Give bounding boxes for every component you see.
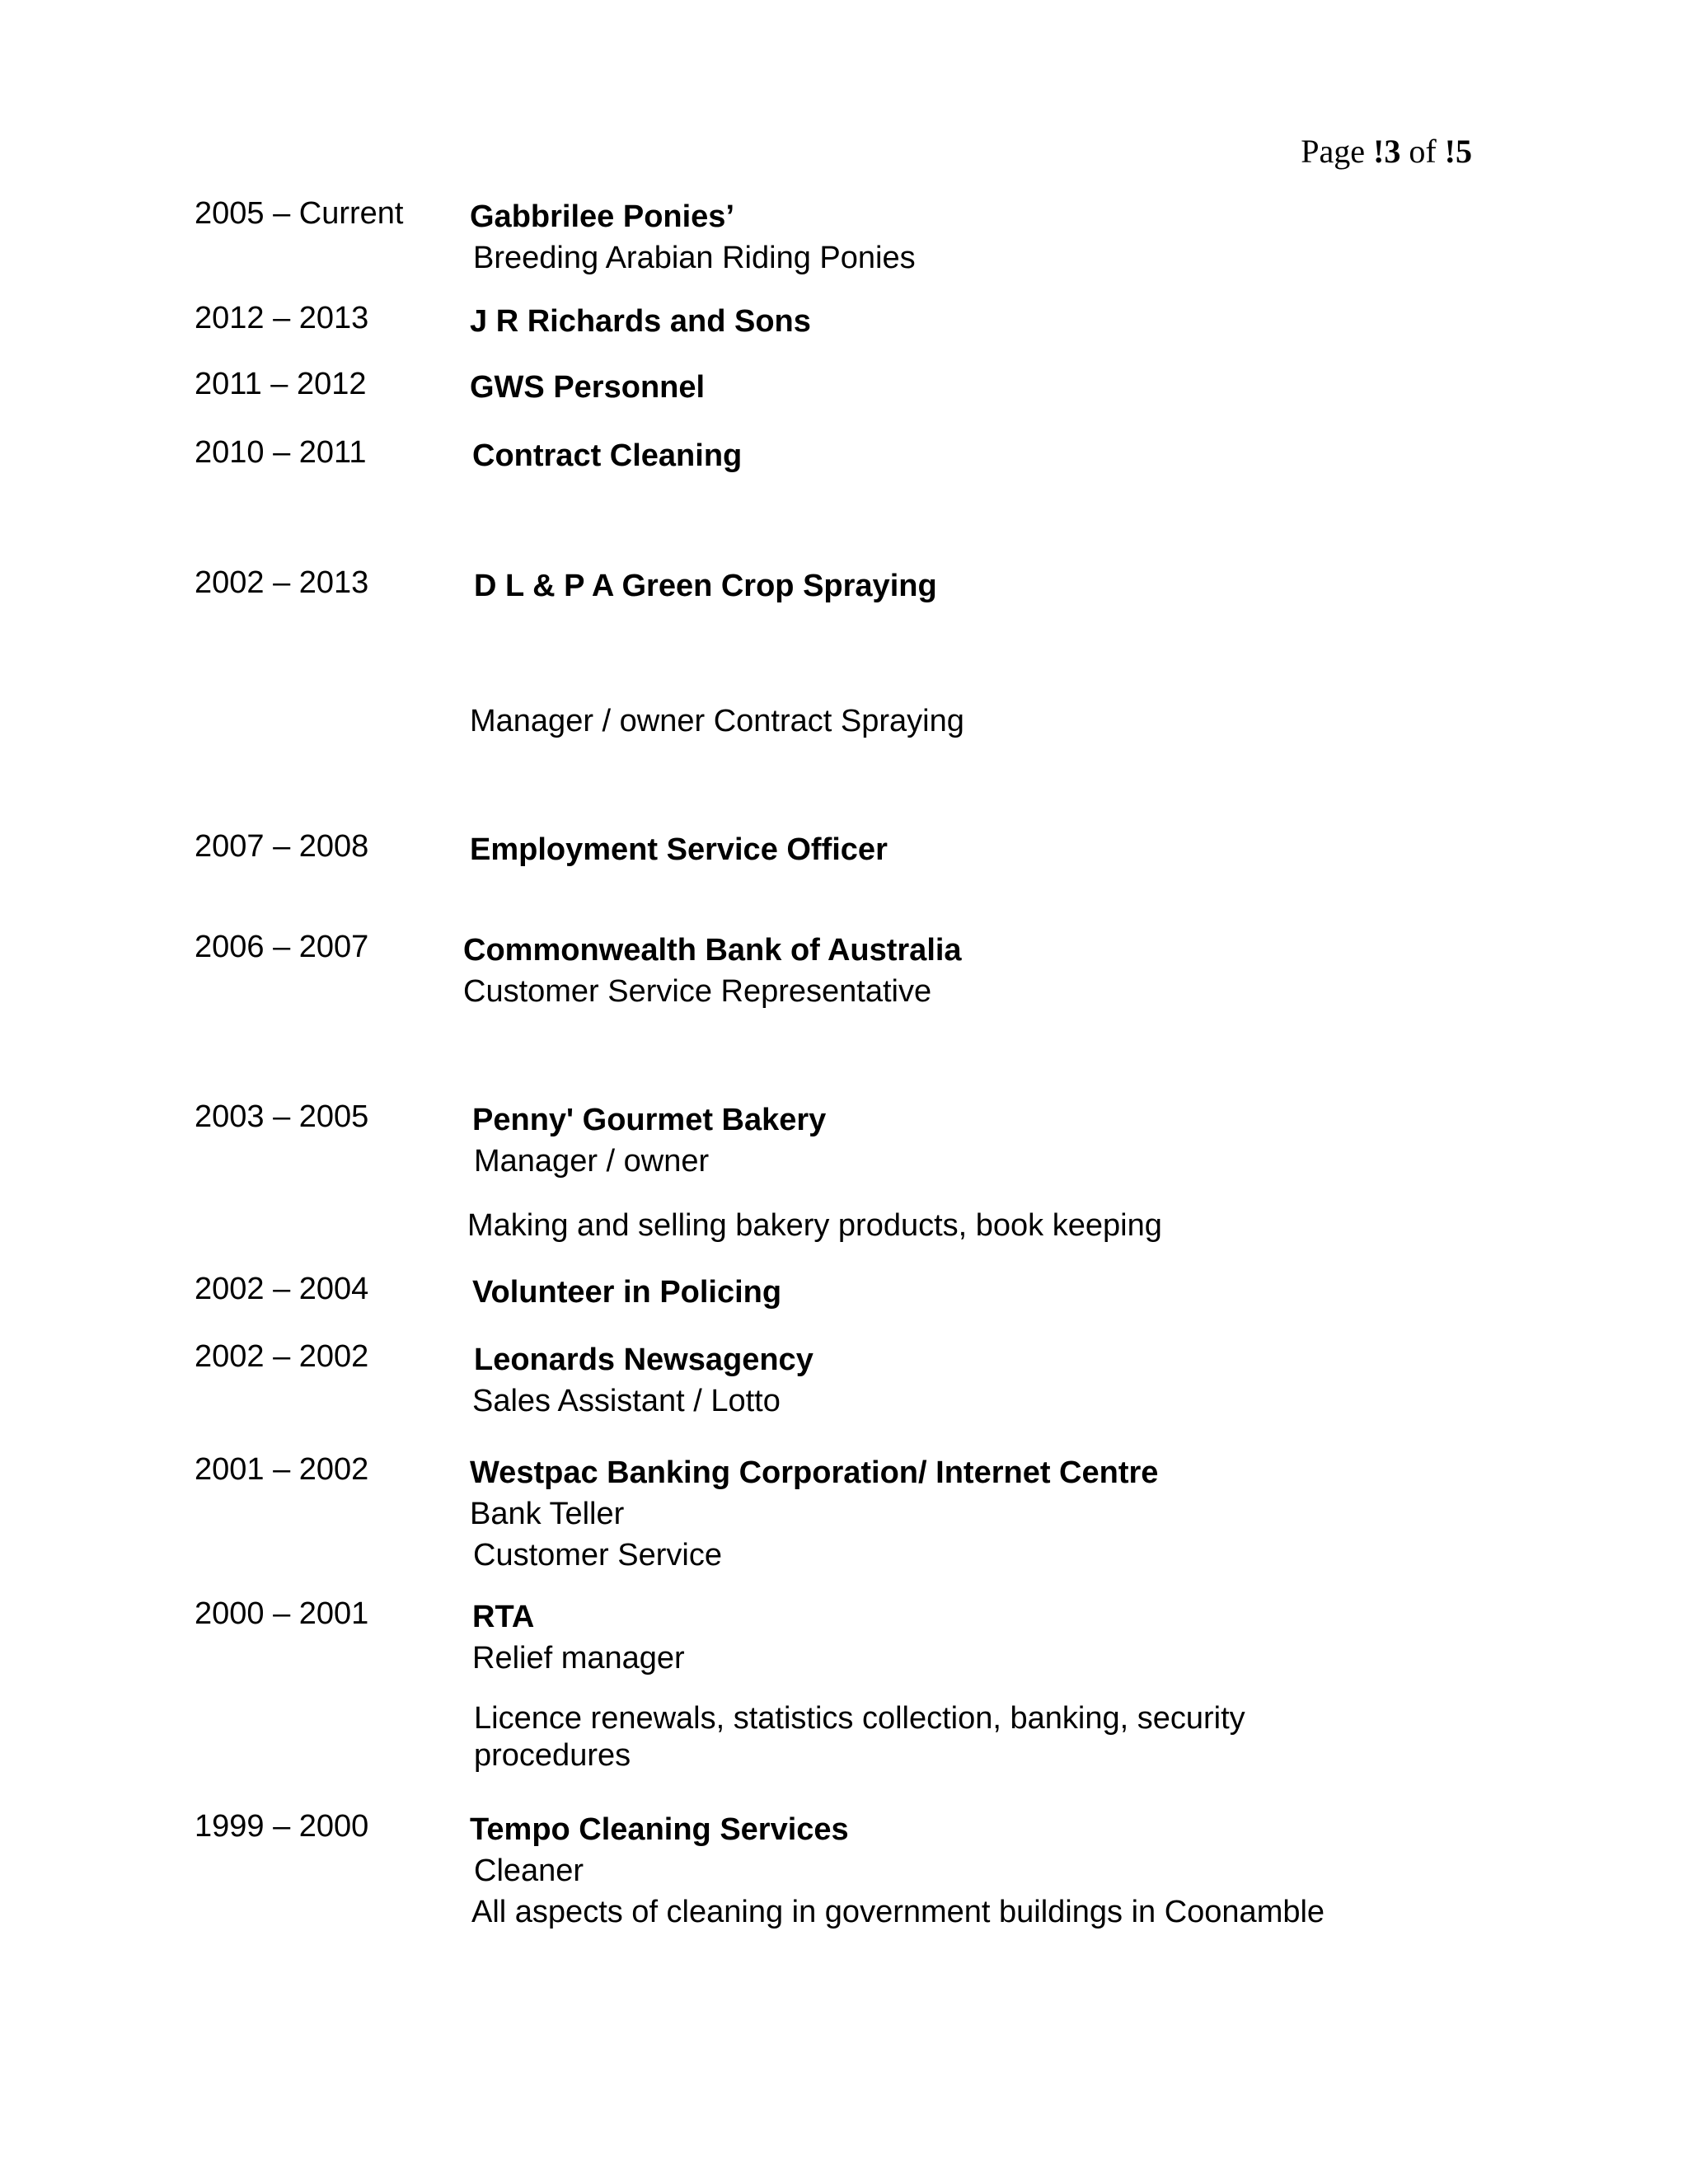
- page-total: !5: [1444, 133, 1472, 170]
- entry-organisation: GWS Personnel: [470, 370, 706, 405]
- entry-detail: Cleaner: [474, 1854, 584, 1888]
- entry-dates: 2010 – 2011: [195, 435, 367, 470]
- entry-organisation: Westpac Banking Corporation/ Internet Centre: [470, 1455, 1159, 1490]
- page-number: [1301, 132, 1472, 171]
- entry-content: [470, 1809, 1325, 1933]
- entry-content: [470, 367, 705, 408]
- entry-dates: 2001 – 2002: [195, 1452, 369, 1487]
- entry-content: [470, 829, 888, 870]
- entry-dates: 2003 – 2005: [195, 1099, 369, 1134]
- entry-organisation: RTA: [472, 1600, 535, 1634]
- entry-content: [472, 435, 742, 476]
- entry-organisation: Penny' Gourmet Bakery: [472, 1103, 827, 1137]
- entry-content: [474, 565, 937, 607]
- entry-content: [472, 1272, 781, 1313]
- entry-organisation: Leonards Newsagency: [474, 1343, 814, 1377]
- page-current: !3: [1373, 133, 1401, 170]
- entry-organisation: J R Richards and Sons: [470, 304, 811, 339]
- page-prefix: Page: [1301, 133, 1374, 170]
- entry-detail: Sales Assistant / Lotto: [472, 1384, 781, 1418]
- entry-dates: 2007 – 2008: [195, 829, 369, 864]
- entry-dates: 2011 – 2012: [195, 367, 367, 401]
- entry-dates: 2000 – 2001: [195, 1596, 369, 1631]
- entry-organisation: Contract Cleaning: [472, 438, 743, 473]
- entry-dates: 2006 – 2007: [195, 930, 369, 964]
- entry-detail: Manager / owner: [474, 1144, 710, 1179]
- entry-content: [467, 1099, 1162, 1246]
- entry-content: [470, 701, 964, 742]
- entry-detail: Manager / owner Contract Spraying: [470, 704, 964, 738]
- entry-dates: 2012 – 2013: [195, 301, 369, 335]
- entry-dates: 2002 – 2013: [195, 565, 369, 600]
- entry-dates: 1999 – 2000: [195, 1809, 369, 1844]
- entry-detail: Customer Service Representative: [463, 974, 932, 1009]
- entry-organisation: D L & P A Green Crop Spraying: [474, 569, 937, 603]
- entry-organisation: Volunteer in Policing: [472, 1275, 782, 1310]
- entry-content: [470, 301, 811, 342]
- entry-detail: Licence renewals, statistics collection, banking, security procedures: [474, 1701, 1245, 1773]
- entry-dates: 2005 – Current: [195, 196, 404, 231]
- entry-detail: All aspects of cleaning in government buildings in Coonamble: [471, 1895, 1325, 1929]
- entry-detail: Breeding Arabian Riding Ponies: [473, 241, 916, 275]
- entry-detail: Customer Service: [473, 1538, 722, 1572]
- entry-detail: Bank Teller: [470, 1497, 625, 1531]
- page-of: of: [1400, 133, 1445, 170]
- entry-content: [474, 1339, 814, 1422]
- entry-organisation: Commonwealth Bank of Australia: [463, 933, 962, 968]
- entry-organisation: Tempo Cleaning Services: [470, 1812, 849, 1847]
- entry-detail: Making and selling bakery products, book keeping: [467, 1208, 1162, 1243]
- entry-content: [472, 1596, 1298, 1774]
- entry-dates: 2002 – 2002: [195, 1339, 369, 1374]
- entry-content: [463, 930, 962, 1012]
- entry-content: [470, 1452, 1158, 1576]
- entry-organisation: Gabbrilee Ponies’: [470, 199, 734, 234]
- entry-dates: 2002 – 2004: [195, 1272, 369, 1306]
- entry-content: [470, 196, 916, 279]
- entry-organisation: Employment Service Officer: [470, 832, 888, 867]
- entry-detail: Relief manager: [472, 1641, 685, 1675]
